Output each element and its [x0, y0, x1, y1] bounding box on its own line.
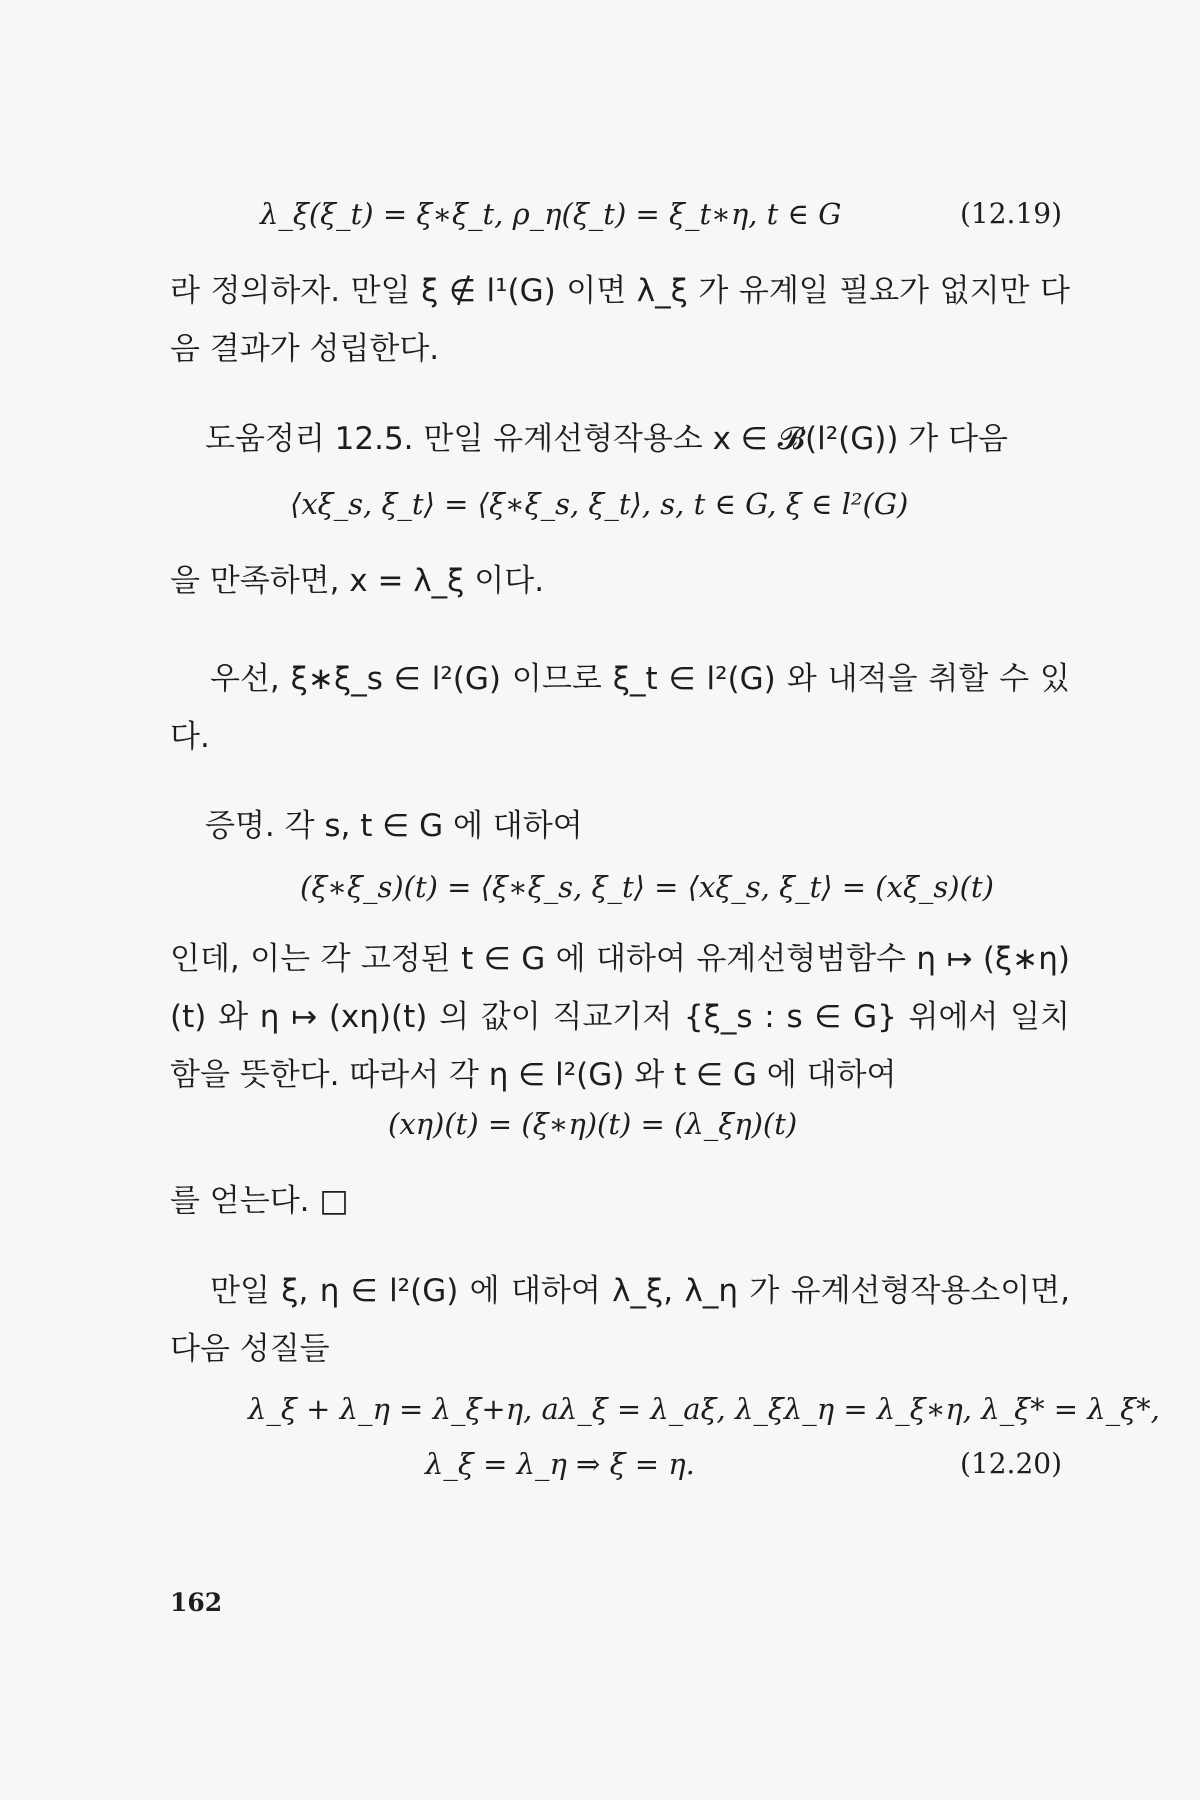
lemma-conclusion: 을 만족하면, x = λ_ξ 이다.: [170, 563, 545, 599]
proof-end: 를 얻는다. □: [170, 1183, 349, 1219]
lemma-statement: [205, 413, 1008, 458]
lemma-heading: 도움정리 12.5.: [205, 421, 414, 457]
equation-12-19: λ_ξ(ξ_t) = ξ∗ξ_t, ρ_η(ξ_t) = ξ_t∗η, t ∈ G: [260, 197, 842, 231]
proof-equation-2: (xη)(t) = (ξ∗η)(t) = (λ_ξη)(t): [388, 1107, 798, 1141]
equation-number-12-20: (12.20): [960, 1447, 1063, 1480]
lemma-text: 만일 유계선형작용소 x ∈ 𝓑(l²(G)) 가 다음: [423, 421, 1008, 457]
paragraph-definition: 라 정의하자. 만일 ξ ∉ l¹(G) 이면 λ_ξ 가 유계일 필요가 없지만 다음 결과가 성립한다.: [170, 273, 1070, 367]
paragraph-remark: 우선, ξ∗ξ_s ∈ l²(G) 이므로 ξ_t ∈ l²(G) 와 내적을 취할 수 있다.: [170, 661, 1070, 755]
lemma-equation: ⟨xξ_s, ξ_t⟩ = ⟨ξ∗ξ_s, ξ_t⟩, s, t ∈ G, ξ ∈ l²(G): [290, 487, 909, 521]
proof-text: 각 s, t ∈ G 에 대하여: [284, 808, 583, 844]
equation-12-20-line-2: λ_ξ = λ_η ⇒ ξ = η.: [425, 1447, 695, 1481]
proof-heading: 증명.: [205, 808, 275, 844]
paragraph-properties: 만일 ξ, η ∈ l²(G) 에 대하여 λ_ξ, λ_η 가 유계선형작용소이면, 다음 성질들: [170, 1273, 1070, 1367]
proof-start: [205, 800, 583, 845]
page-number: 162: [170, 1588, 223, 1617]
equation-12-20-line-1: λ_ξ + λ_η = λ_ξ+η, aλ_ξ = λ_aξ, λ_ξλ_η = λ_ξ∗η, λ_ξ* = λ_ξ*,: [248, 1392, 1160, 1426]
proof-equation-1: (ξ∗ξ_s)(t) = ⟨ξ∗ξ_s, ξ_t⟩ = ⟨xξ_s, ξ_t⟩ = (xξ_s)(t): [300, 870, 994, 904]
proof-paragraph: 인데, 이는 각 고정된 t ∈ G 에 대하여 유계선형범함수 η ↦ (ξ∗η)(t) 와 η ↦ (xη)(t) 의 값이 직교기저 {ξ_s : s ∈ G} 위에서 일치함을 뜻한다. 따라서 각 η ∈ l²(G) 와 t ∈ G 에 대하여: [170, 941, 1070, 1093]
equation-number-12-19: (12.19): [960, 197, 1063, 230]
